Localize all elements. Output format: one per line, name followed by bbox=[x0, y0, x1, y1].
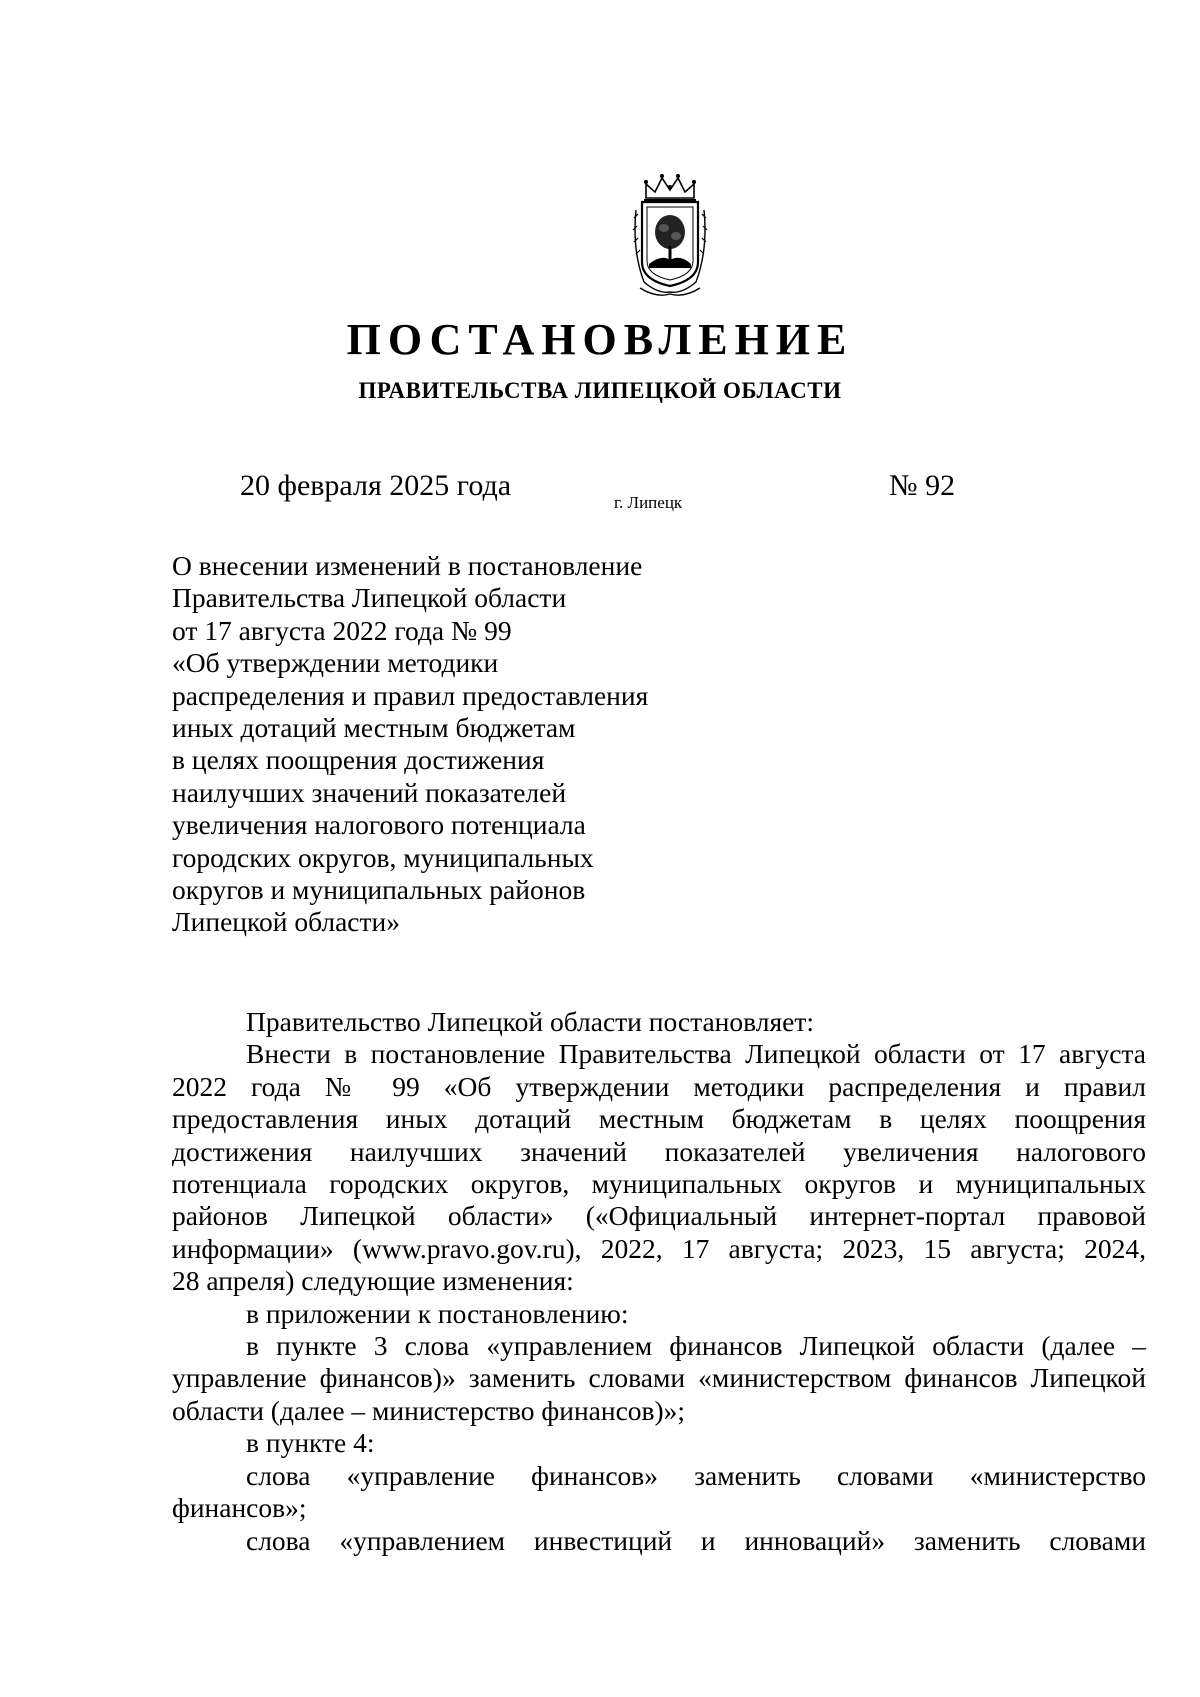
body-line: Внести в постановление Правительства Липецкой области от 17 августа bbox=[246, 1038, 1146, 1070]
body-line: слова «управление финансов» заменить словами «министерство bbox=[246, 1459, 1146, 1491]
document-city: г. Липецк bbox=[614, 493, 683, 512]
document-date: 20 февраля 2025 года bbox=[240, 469, 512, 502]
point-4-clause: в пункте 4: bbox=[246, 1427, 375, 1459]
title-line: округов и муниципальных районов bbox=[172, 874, 586, 906]
title-line: О внесении изменений в постановление bbox=[172, 550, 643, 581]
body-line: финансов»; bbox=[172, 1492, 307, 1524]
title-line: распределения и правил предоставления bbox=[172, 679, 649, 711]
body-line: достижения наилучших значений показателей увеличения налогового bbox=[172, 1135, 1146, 1167]
body-line: 2022 года № 99 «Об утверждении методики распределения и правил bbox=[172, 1070, 1146, 1102]
body-line: информации» (www.pravo.gov.ru), 2022, 17 августа; 2023, 15 августа; 2024, bbox=[172, 1232, 1146, 1264]
enacting-clause: Правительство Липецкой области постановляет: bbox=[246, 1006, 815, 1037]
title-line: увеличения налогового потенциала bbox=[172, 809, 586, 841]
lipetsk-coat-of-arms-icon bbox=[622, 170, 718, 300]
body-line: управление финансов)» заменить словами «министерством финансов Липецкой bbox=[172, 1362, 1146, 1394]
title-line: иных дотаций местным бюджетам bbox=[172, 712, 576, 744]
title-line: «Об утверждении методики bbox=[172, 647, 499, 679]
document-number: № 92 bbox=[889, 469, 956, 502]
body-line: районов Липецкой области» («Официальный интернет-портал правовой bbox=[172, 1200, 1146, 1232]
title-line: Правительства Липецкой области bbox=[172, 582, 567, 614]
document-type-heading: ПОСТАНОВЛЕНИЕ bbox=[346, 315, 854, 364]
body-line: области (далее – министерство финансов)»; bbox=[172, 1394, 686, 1426]
body-line: потенциала городских округов, муниципальных округов и муниципальных bbox=[172, 1168, 1146, 1200]
document-subject-title bbox=[172, 550, 712, 939]
body-line: в пункте 3 слова «управлением финансов Липецкой области (далее – bbox=[246, 1330, 1146, 1362]
title-line: городских округов, муниципальных bbox=[172, 841, 594, 873]
title-line: в целях поощрения достижения bbox=[172, 744, 545, 776]
title-line: Липецкой области» bbox=[172, 906, 400, 938]
annex-clause: в приложении к постановлению: bbox=[246, 1297, 629, 1329]
issuing-authority: ПРАВИТЕЛЬСТВА ЛИПЕЦКОЙ ОБЛАСТИ bbox=[358, 378, 842, 403]
body-line: слова «управлением инвестиций и инноваций» заменить словами bbox=[246, 1524, 1146, 1556]
title-line: от 17 августа 2022 года № 99 bbox=[172, 614, 512, 646]
body-line: 28 апреля) следующие изменения: bbox=[172, 1265, 574, 1297]
title-line: наилучших значений показателей bbox=[172, 776, 567, 808]
document-body bbox=[172, 1006, 1146, 1557]
body-line: предоставления иных дотаций местным бюджетам в целях поощрения bbox=[172, 1103, 1146, 1135]
